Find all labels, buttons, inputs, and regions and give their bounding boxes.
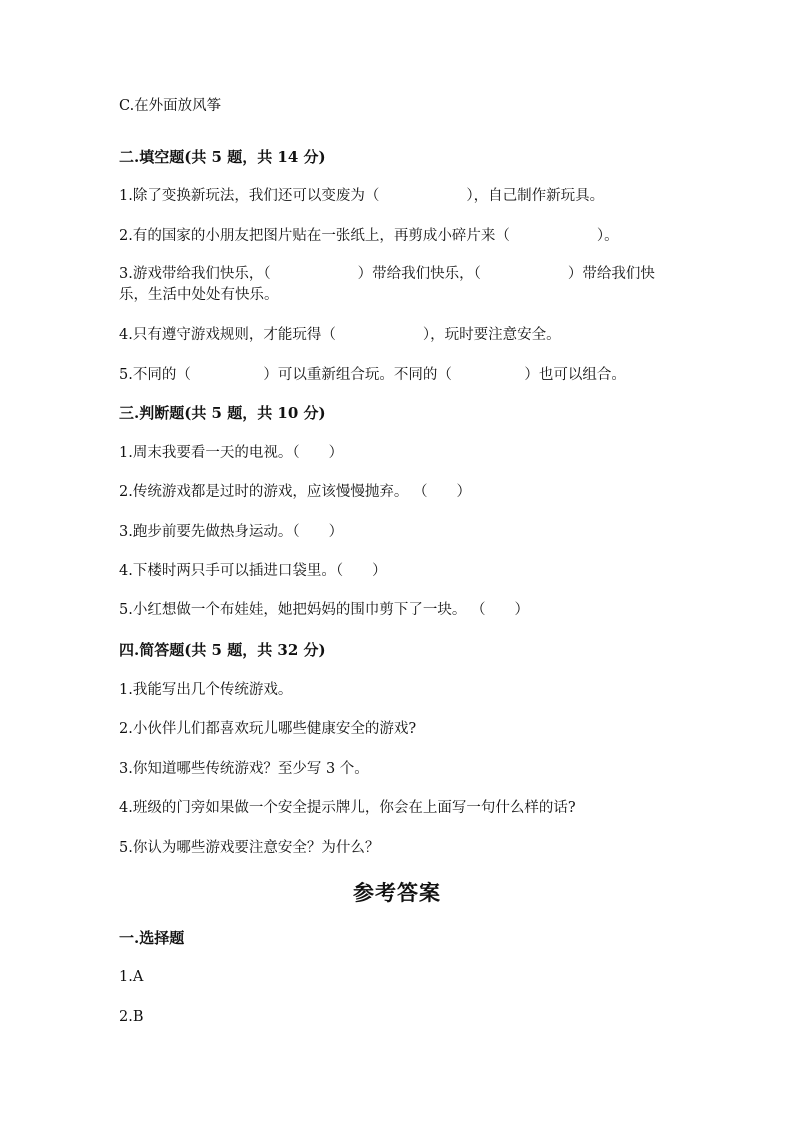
short-answer-question-1: 1.我能写出几个传统游戏。 [119,682,293,698]
fill-blank-question-3: 3.游戏带给我们快乐，（ ）带给我们快乐，（ ）带给我们快乐，生活中处处有快乐。 [119,266,655,303]
answer-item-2: 2.B [119,1009,144,1025]
short-answer-heading: 四.简答题(共 5 题，共 32 分) [119,641,326,659]
short-answer-question-2: 2.小伙伴儿们都喜欢玩儿哪些健康安全的游戏? [119,721,417,737]
short-answer-question-5: 5.你认为哪些游戏要注意安全？为什么？ [119,840,380,856]
fill-blank-question-4: 4.只有遵守游戏规则，才能玩得（ ），玩时要注意安全。 [119,327,561,343]
true-false-question-5: 5.小红想做一个布娃娃，她把妈妈的围巾剪下了一块。 （ ） [119,602,529,618]
true-false-question-2: 2.传统游戏都是过时的游戏，应该慢慢抛弃。 （ ） [119,484,471,500]
fill-blank-question-1: 1.除了变换新玩法，我们还可以变废为（ ），自己制作新玩具。 [119,188,605,204]
answer-key-title: 参考答案 [353,880,441,905]
fill-blank-question-5: 5.不同的（ ）可以重新组合玩。不同的（ ）也可以组合。 [119,367,626,383]
true-false-question-3: 3.跑步前要先做热身运动。（ ） [119,524,344,540]
short-answer-question-3: 3.你知道哪些传统游戏？至少写 3 个。 [119,761,369,777]
fill-blank-question-2: 2.有的国家的小朋友把图片贴在一张纸上，再剪成小碎片来（ ）。 [119,228,619,244]
answer-choice-heading: 一.选择题 [119,929,185,947]
choice-option-c: C.在外面放风筝 [119,98,222,114]
true-false-question-1: 1.周末我要看一天的电视。（ ） [119,445,344,461]
true-false-heading: 三.判断题(共 5 题，共 10 分) [119,404,326,422]
answer-item-1: 1.A [119,969,144,985]
fill-blank-heading: 二.填空题(共 5 题，共 14 分) [119,148,326,166]
true-false-question-4: 4.下楼时两只手可以插进口袋里。（ ） [119,563,387,579]
short-answer-question-4: 4.班级的门旁如果做一个安全提示牌儿，你会在上面写一句什么样的话? [119,800,576,816]
